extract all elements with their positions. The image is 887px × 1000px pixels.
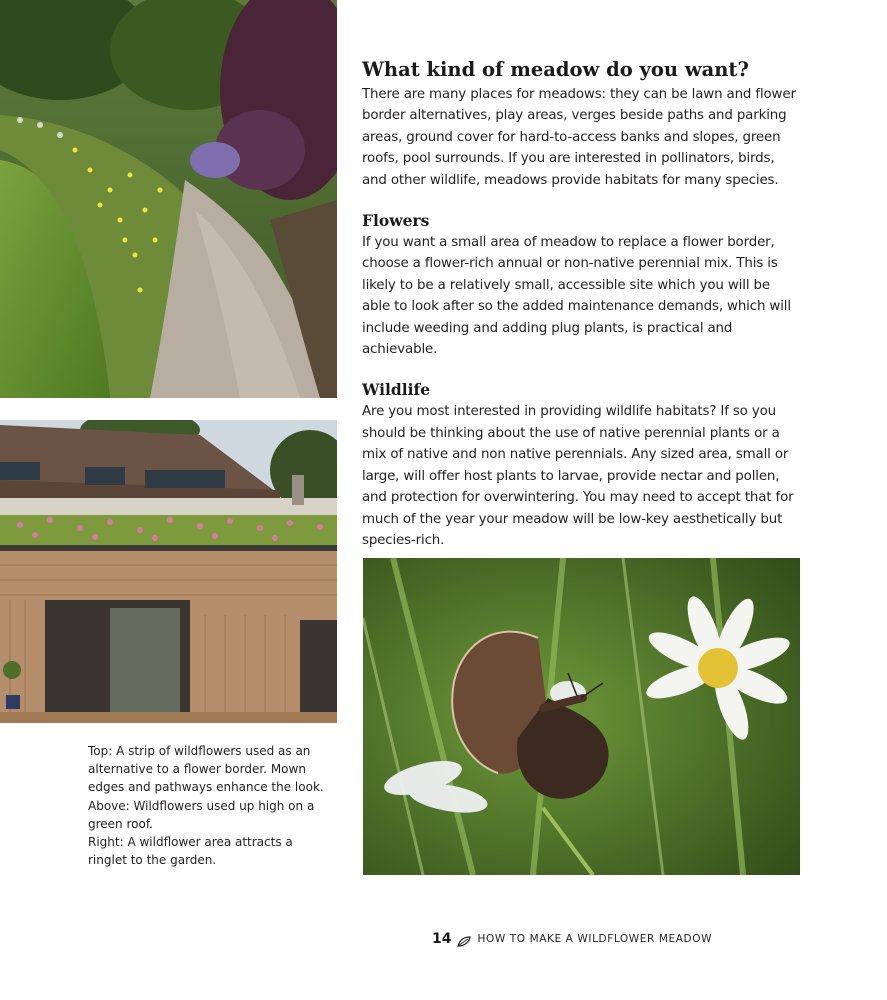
page-number: 14	[432, 931, 452, 947]
page-footer	[432, 930, 712, 948]
article	[362, 58, 802, 551]
section-wildlife	[362, 380, 802, 551]
photo-wildflower-strip	[0, 0, 337, 398]
caption-right: Right: A wildflower area attracts a ringlet to the garden.	[88, 835, 293, 868]
book-title: HOW TO MAKE A WILDFLOWER MEADOW	[477, 933, 713, 945]
caption-above: Above: Wildflowers used up high on a green roof.	[88, 798, 315, 831]
section-body-flowers: If you want a small area of meadow to replace a flower border, choose a flower-rich annual or non-native perennial mix. This is likely to be a relatively small, accessible site which you will be able to look after so the added maintenance demands, which will include weeding and adding plug plants, is practical and achievable.	[362, 235, 791, 358]
photo-ringlet-butterfly	[363, 558, 800, 875]
section-heading-flowers: Flowers	[362, 211, 430, 231]
section-heading-wildlife: Wildlife	[362, 380, 431, 400]
caption-top: Top: A strip of wildflowers used as an alternative to a flower border. Mown edges and pathways enhance the look.	[88, 744, 324, 795]
article-heading: What kind of meadow do you want?	[362, 58, 749, 81]
photo-caption	[88, 742, 328, 869]
section-flowers	[362, 211, 802, 360]
photo-green-roof	[0, 420, 337, 723]
article-intro: There are many places for meadows: they can be lawn and flower border alternatives, play areas, verges beside paths and parking areas, ground cover for hard-to-access banks and slopes, green roofs, pool surrounds. If you are interested in pollinators, birds, and other wildlife, meadows provide habitats for many species.	[362, 87, 796, 188]
section-body-wildlife: Are you most interested in providing wildlife habitats? If so you should be thinking about the use of native perennial plants or a mix of native and non native perennials. Any sized area, small or large, will offer host plants to larvae, provide nectar and pollen, and protection for overwintering. You may need to accept that for much of the year your meadow will be low-key aesthetically but species-rich.	[362, 404, 794, 548]
leaf-icon	[457, 933, 471, 945]
